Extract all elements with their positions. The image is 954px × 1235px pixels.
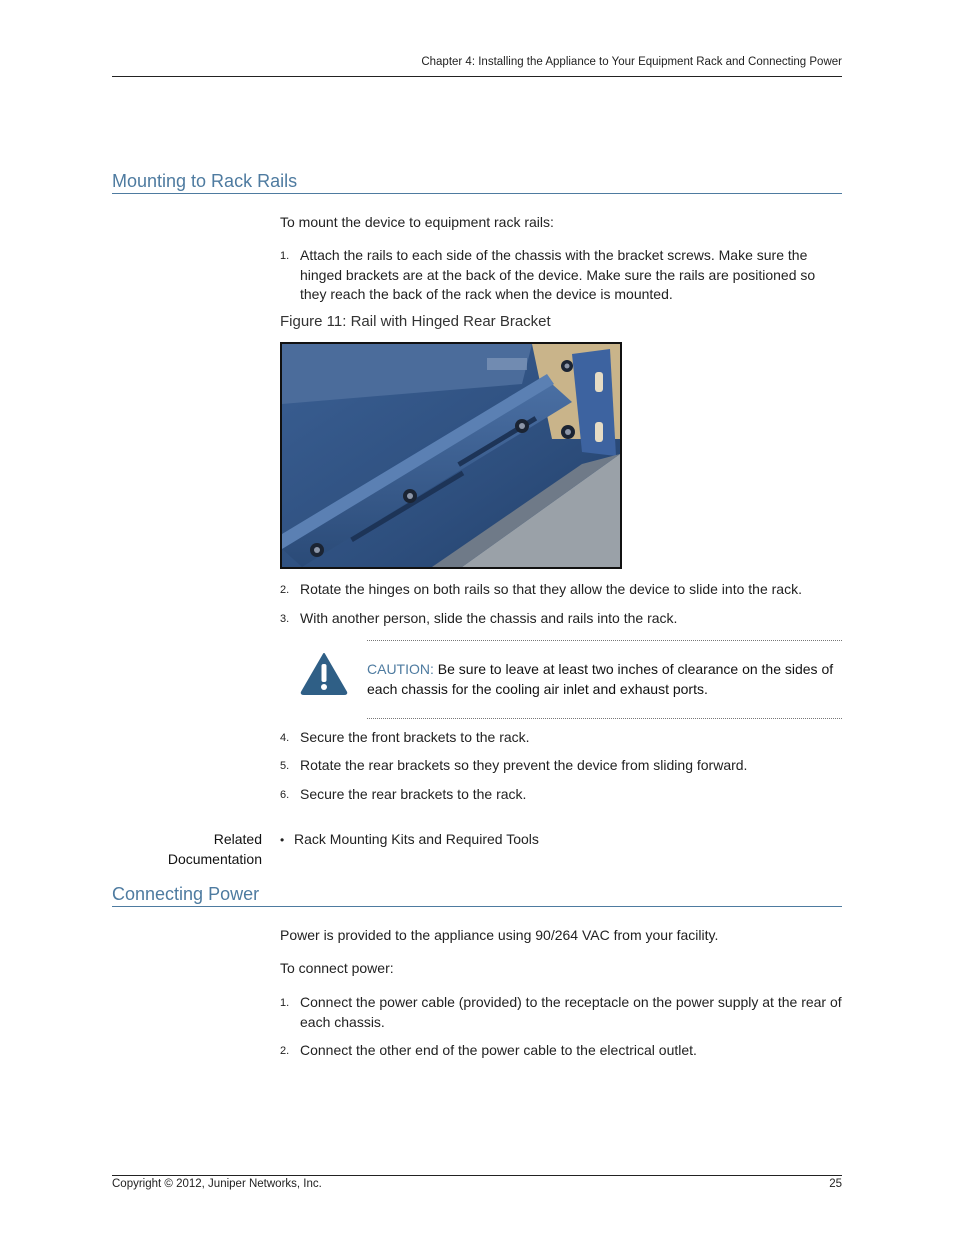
- power-para-1: Power is provided to the appliance using 90/264 VAC from your facility.: [280, 927, 719, 943]
- power-step-1: [280, 993, 842, 1032]
- power-para-2: To connect power:: [280, 960, 394, 976]
- caution-top-rule: [367, 640, 842, 641]
- step-number: 5.: [280, 760, 290, 772]
- section-heading-connecting-power: Connecting Power: [112, 883, 842, 907]
- related-label-line2: Documentation: [167, 850, 262, 867]
- bullet-icon: •: [280, 833, 285, 847]
- related-label-line1: Related: [213, 831, 262, 847]
- step-text: Connect the other end of the power cable to the electrical outlet.: [300, 1042, 697, 1058]
- rack-step-1: [280, 246, 842, 305]
- caution-message: Be sure to leave at least two inches of clearance on the sides of each chassis for the cooling air inlet and exhaust ports.: [367, 661, 834, 697]
- footer-rule: [112, 1175, 842, 1176]
- step-number: 1.: [280, 997, 290, 1009]
- figure-rail-bracket-photo: [280, 342, 622, 569]
- rack-step-4: [280, 728, 842, 748]
- warning-triangle-icon: [299, 651, 349, 700]
- step-number: 1.: [280, 250, 290, 262]
- step-text: Connect the power cable (provided) to the receptacle on the power supply at the rear of each chassis.: [300, 994, 842, 1030]
- related-link-item[interactable]: [280, 830, 539, 851]
- section-heading-rack-rails: Mounting to Rack Rails: [112, 170, 842, 194]
- header-rule: [112, 76, 842, 77]
- figure-caption: Figure 11: Rail with Hinged Rear Bracket: [280, 313, 551, 330]
- step-text: Secure the front brackets to the rack.: [300, 729, 530, 745]
- step-text: With another person, slide the chassis and rails into the rack.: [300, 610, 678, 626]
- footer-copyright: Copyright © 2012, Juniper Networks, Inc.: [112, 1178, 322, 1190]
- rack-step-3: [280, 609, 842, 629]
- rack-step-2: [280, 580, 842, 600]
- rack-rails-intro: To mount the device to equipment rack rails:: [280, 214, 554, 230]
- power-step-2: [280, 1041, 842, 1061]
- related-link-text[interactable]: Rack Mounting Kits and Required Tools: [294, 831, 539, 847]
- rack-step-6: [280, 785, 842, 805]
- step-number: 2.: [280, 1045, 290, 1057]
- caution-text: [367, 659, 842, 699]
- step-number: 4.: [280, 732, 290, 744]
- step-text: Attach the rails to each side of the chassis with the bracket screws. Make sure the hinged brackets are at the back of the device. Make sure the rails are positioned so they reach the back of the rack when the device is mounted.: [300, 247, 816, 302]
- step-number: 3.: [280, 613, 290, 625]
- page-number: 25: [829, 1178, 842, 1190]
- step-text: Secure the rear brackets to the rack.: [300, 786, 527, 802]
- step-text: Rotate the rear brackets so they prevent the device from sliding forward.: [300, 757, 748, 773]
- related-documentation-label: [112, 830, 262, 869]
- rack-step-5: [280, 756, 842, 776]
- running-header: Chapter 4: Installing the Appliance to Your Equipment Rack and Connecting Power: [421, 56, 842, 68]
- step-number: 2.: [280, 584, 290, 596]
- step-text: Rotate the hinges on both rails so that they allow the device to slide into the rack.: [300, 581, 802, 597]
- caution-label: CAUTION:: [367, 661, 434, 677]
- step-number: 6.: [280, 789, 290, 801]
- caution-bottom-rule: [367, 718, 842, 719]
- rail-bracket-illustration: [282, 344, 620, 567]
